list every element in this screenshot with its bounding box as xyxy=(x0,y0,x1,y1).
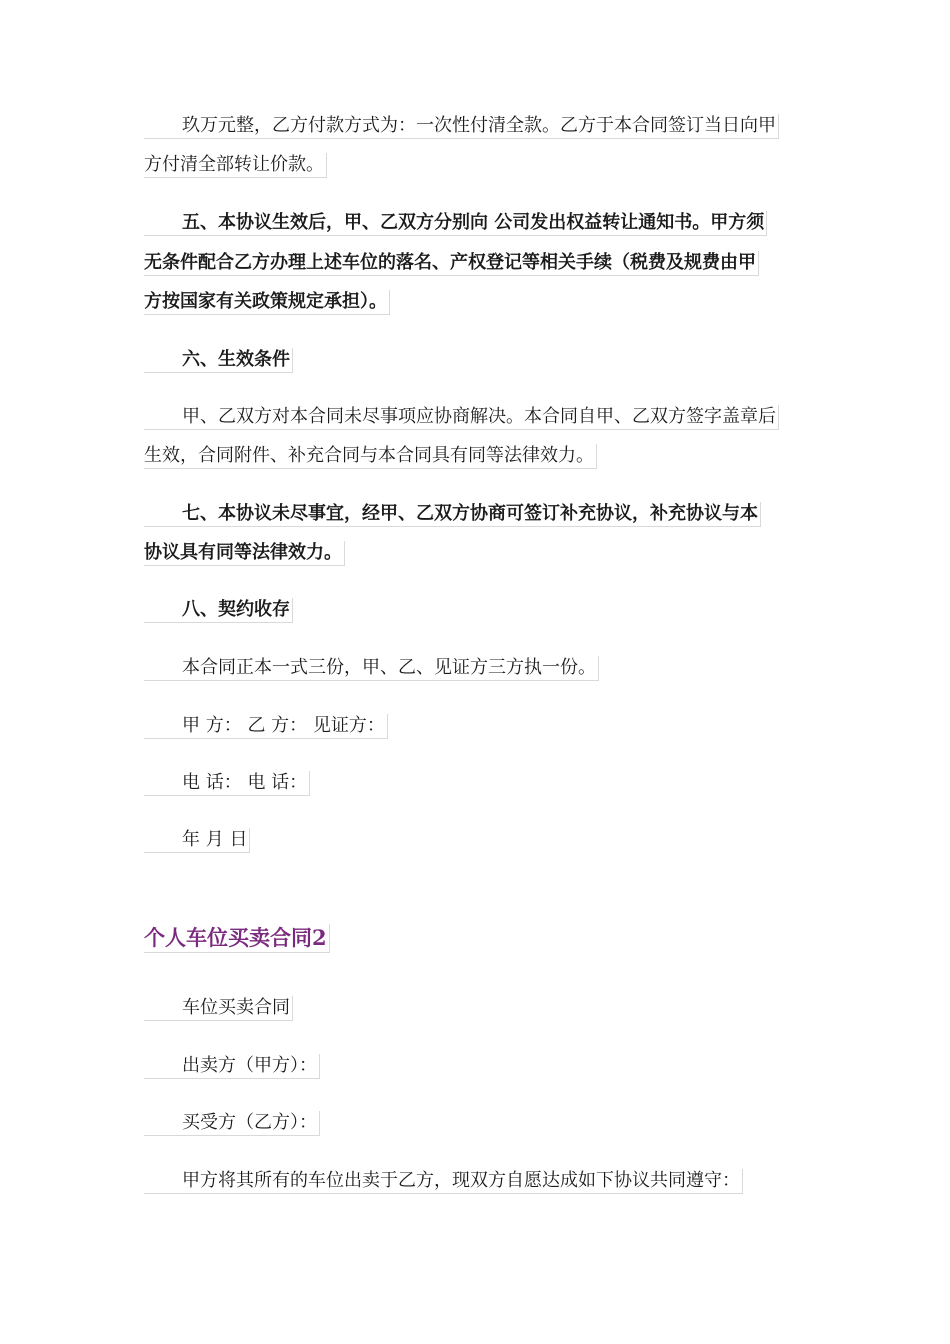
text-line: 玖万元整，乙方付款方式为：一次性付清全款。乙方于本合同签订当日向甲 xyxy=(144,114,779,139)
text-line: 车位买卖合同 xyxy=(144,996,293,1021)
clause-five-line: 方按国家有关政策规定承担）。 xyxy=(144,290,390,315)
section-heading: 个人车位买卖合同2 xyxy=(144,924,330,953)
text-line: 方付清全部转让价款。 xyxy=(144,153,327,178)
signature-line: 甲 方： 乙 方： 见证方： xyxy=(144,714,388,739)
clause-seven-line: 协议具有同等法律效力。 xyxy=(144,541,345,566)
clause-six-title: 六、生效条件 xyxy=(144,348,293,373)
clause-five-line: 五、本协议生效后，甲、乙双方分别向 公司发出权益转让通知书。甲方须 xyxy=(144,211,767,236)
phone-line: 电 话： 电 话： xyxy=(144,771,310,796)
text-line: 甲方将其所有的车位出卖于乙方，现双方自愿达成如下协议共同遵守： xyxy=(144,1169,743,1194)
date-line: 年 月 日 xyxy=(144,828,250,853)
clause-seven-line: 七、本协议未尽事宜，经甲、乙双方协商可签订补充协议，补充协议与本 xyxy=(144,502,761,527)
text-line: 本合同正本一式三份，甲、乙、见证方三方执一份。 xyxy=(144,656,599,681)
clause-five-line: 无条件配合乙方办理上述车位的落名、产权登记等相关手续（税费及规费由甲 xyxy=(144,251,759,276)
text-line: 甲、乙双方对本合同未尽事项应协商解决。本合同自甲、乙双方签字盖章后 xyxy=(144,405,779,430)
buyer-line: 买受方（乙方）： xyxy=(144,1111,320,1136)
seller-line: 出卖方（甲方）： xyxy=(144,1054,320,1079)
text-line: 生效，合同附件、补充合同与本合同具有同等法律效力。 xyxy=(144,444,597,469)
clause-eight-title: 八、契约收存 xyxy=(144,598,293,623)
